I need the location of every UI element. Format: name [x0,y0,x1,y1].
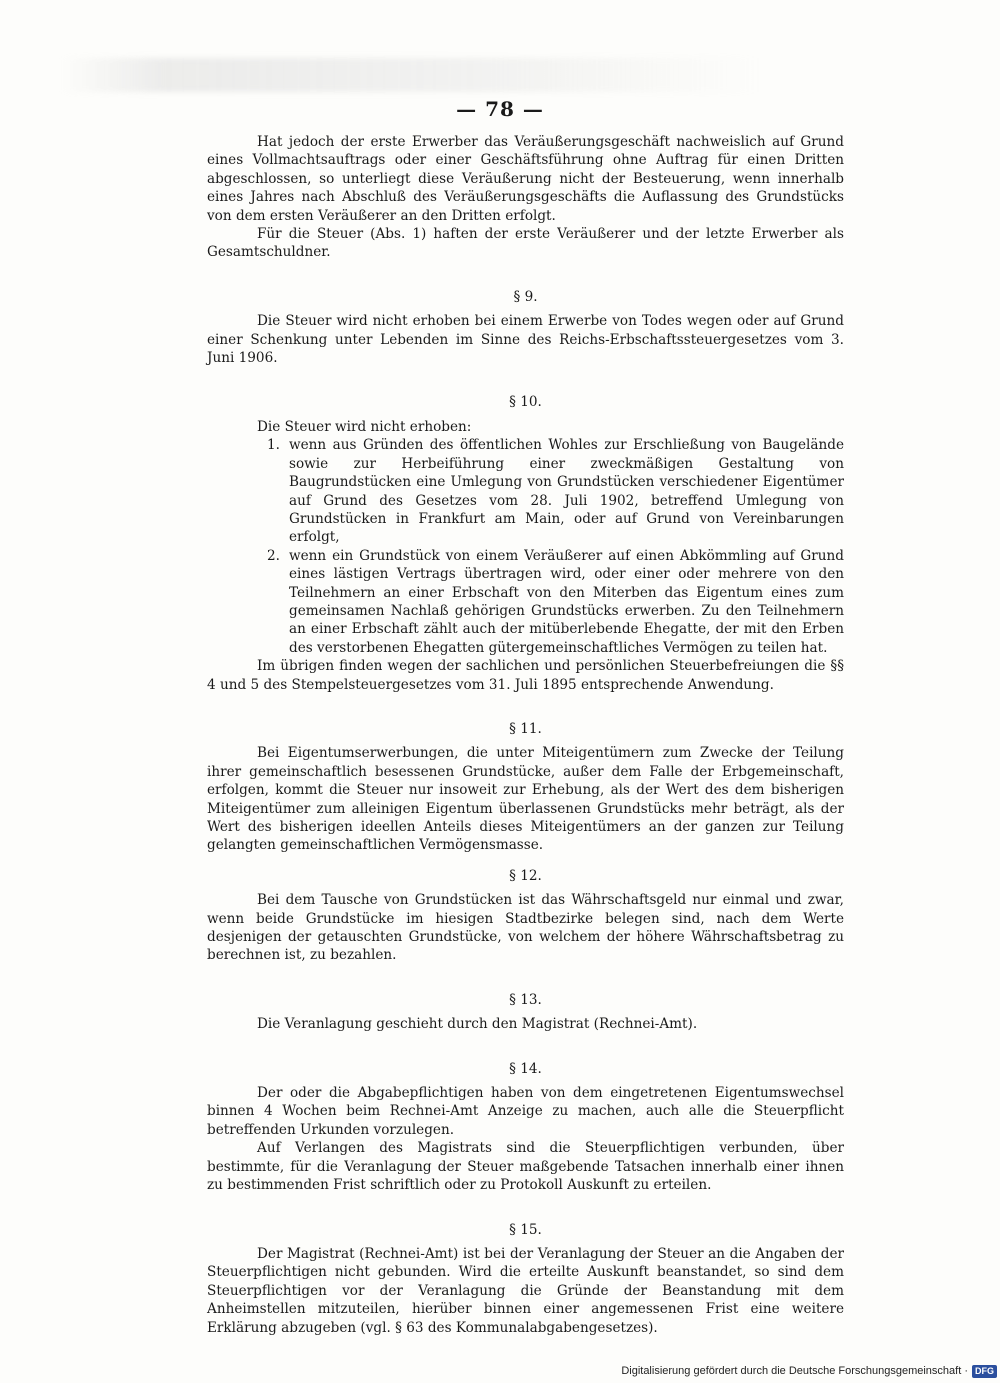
list-item-number: 1. [267,437,280,454]
page-number: — 78 — [456,97,544,121]
list-item-text: wenn aus Gründen des öffentlichen Wohles zur Erschließung von Baugelände sowie zur Herbeiführung einer zweckmäßigen Gestaltung von Baugrundstücken eine Umlegung von Grundstücken verschiedener Eigentümer auf Grund des Gesetzes vom 28. Juli 1902, betreffend Umlegung von Grundstücken in Frankfurt am Main, oder auf Grund von Vereinbarungen erfolgt, [289,437,844,546]
section-10-intro: Die Steuer wird nicht erhoben: [257,418,472,435]
section-10-closing: Im übrigen finden wegen der sachlichen und persönlichen Steuerbefreiungen die §§ 4 und 5 des Stempelsteuergesetzes vom 31. Juli 1895 entsprechende Anwendung. [207,658,844,693]
digitization-credit [605,1363,997,1379]
document-body [207,133,844,1337]
list-item [207,547,844,657]
scan-artifact [60,58,760,92]
section-11-text: Bei Eigentumserwerbungen, die unter Miteigentümern zum Zwecke der Teilung ihrer gemeinschaftlich besessenen Grundstücke, außer dem Falle der Erbgemeinschaft, erfolgen, kommt die Steuer nur insoweit zur Erhebung, als der Wert des dem bisherigen Miteigentümer zum alleinigen Eigentum überlassenen Grundstücks mehr beträgt, als der Wert des bisherigen ideellen Anteils dieses Miteigentümers an der ganzen zur Teilung gelangten gemeinschaftlichen Vermögensmasse. [207,745,844,854]
dfg-logo: DFG [972,1365,997,1378]
section-heading-14: § 14. [509,1060,542,1077]
paragraph-liability: Für die Steuer (Abs. 1) haften der erste Veräußerer und der letzte Erwerber als Gesamtschuldner. [207,226,844,261]
section-9-text: Die Steuer wird nicht erhoben bei einem Erwerbe von Todes wegen oder auf Grund einer Schenkung unter Lebenden im Sinne des Reichs-Erbschaftssteuergesetzes vom 3. Juni 1906. [207,313,844,367]
list-item-number: 2. [267,547,280,564]
section-heading-10: § 10. [509,394,542,411]
list-item [207,436,844,546]
credit-text: Digitalisierung gefördert durch die Deutsche Forschungsgemeinschaft · [621,1365,968,1377]
section-heading-9: § 9. [513,288,538,305]
list-item-text: wenn ein Grundstück von einem Veräußerer auf einen Abkömmling auf Grund eines lästigen Vertrags übertragen wird, oder einer oder mehrere von den Teilnehmern an einer Erbschaft von den Miterben das Eigentum eines zum gemeinsamen Nachlaß gehörigen Grundstücks erwerben. Zu den Teilnehmern an einer Erbschaft zählt auch der mitüberlebende Ehegatte, der mit den Erben des verstorbenen Ehegatten gütergemeinschaftliches Vermögen zu teilen hat. [289,547,844,656]
section-12-text: Bei dem Tausche von Grundstücken ist das Währschaftsgeld nur einmal und zwar, wenn beide Grundstücke im hiesigen Stadtbezirke belegen sind, nach dem Werte desjenigen der getauschten Grundstücke, von welchem der höhere Währschaftsbetrag zu berechnen ist, zu bezahlen. [207,892,844,964]
section-14-paragraph-2: Auf Verlangen des Magistrats sind die Steuerpflichtigen verbunden, über bestimmte, für die Veranlagung der Steuer maßgebende Tatsachen innerhalb einer ihnen zu bestimmenden Frist schriftlich oder zu Protokoll Auskunft zu erteilen. [207,1140,844,1194]
section-heading-13: § 13. [509,991,542,1008]
section-heading-12: § 12. [509,867,542,884]
section-15-text: Der Magistrat (Rechnei-Amt) ist bei der Veranlagung der Steuer an die Angaben der Steuerpflichtigen nicht gebunden. Wird die erteilte Auskunft beanstandet, so sind dem Steuerpflichtigen vor der Veranlagung die Gründe der Beanstandung mit dem Anheimstellen mitzuteilen, hierüber binnen einer angemessenen Frist eine weitere Erklärung abzugeben (vgl. § 63 des Kommunalabgabengesetzes). [207,1245,844,1336]
section-heading-11: § 11. [509,720,542,737]
section-heading-15: § 15. [509,1221,542,1238]
section-13-text: Die Veranlagung geschieht durch den Magistrat (Rechnei-Amt). [257,1016,698,1033]
section-10-list [207,436,844,657]
paragraph-intro: Hat jedoch der erste Erwerber das Veräußerungsgeschäft nachweislich auf Grund eines Vollmachtsauftrags oder einer Geschäftsführung ohne Auftrag für einen Dritten abgeschlossen, so unterliegt diese Veräußerung nicht der Besteuerung, wenn innerhalb eines Jahres nach Abschluß des Veräußerungsgeschäfts die Auflassung des Grundstücks von dem ersten Veräußerer an den Dritten erfolgt. [207,134,844,224]
section-14-paragraph-1: Der oder die Abgabepflichtigen haben von dem eingetretenen Eigentumswechsel binnen 4 Wochen beim Rechnei-Amt Anzeige zu machen, auch alle die Steuerpflicht betreffenden Urkunden vorzulegen. [207,1085,844,1138]
